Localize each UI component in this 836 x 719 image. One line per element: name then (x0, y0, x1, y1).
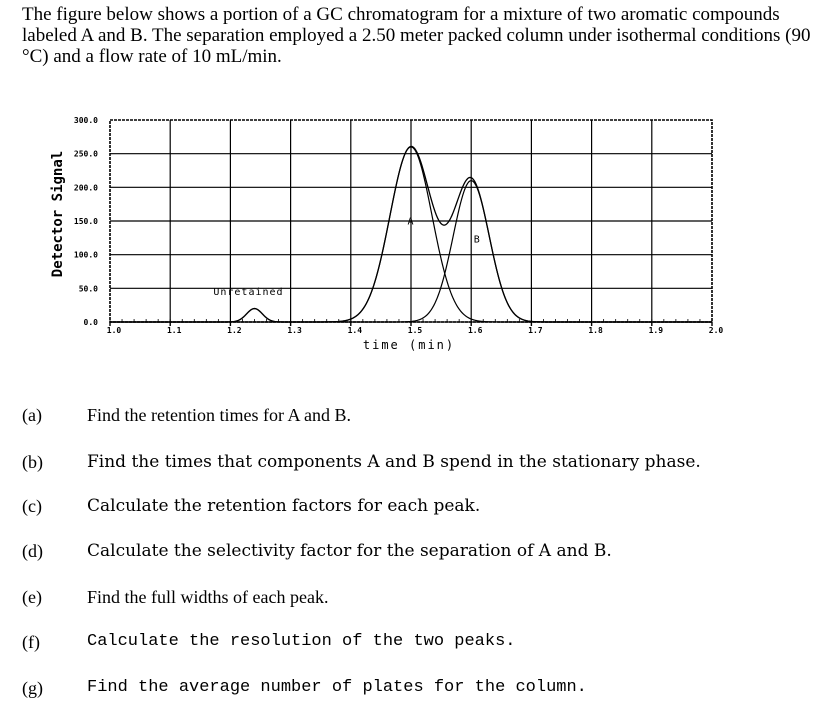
x-tick-label: 1.2 (227, 326, 242, 335)
y-tick-label: 0.0 (83, 318, 98, 327)
question-a (22, 405, 822, 431)
question-label: (b) (22, 452, 43, 472)
chart-ticks (74, 116, 724, 335)
question-text: Calculate the retention factors for each peak. (87, 496, 481, 516)
question-d (22, 541, 822, 567)
problem-intro: The figure below shows a portion of a GC chromatogram for a mixture of two aromatic compounds labeled A and B. The separation employed a 2.50 meter packed column under isothermal conditions (90 °C) and a flow rate of 10 mL/min. (22, 4, 811, 67)
question-text: Calculate the resolution of the two peaks. (87, 632, 516, 651)
x-tick-label: 1.8 (588, 326, 603, 335)
x-tick-label: 1.0 (106, 326, 122, 335)
question-e (22, 587, 822, 613)
x-tick-label: 1.3 (287, 326, 302, 335)
question-label: (g) (22, 678, 43, 698)
question-label: (e) (22, 587, 42, 607)
question-f (22, 632, 822, 658)
y-tick-label: 50.0 (78, 284, 98, 294)
question-label: (d) (22, 541, 43, 561)
annotation-label: A (407, 216, 415, 228)
x-tick-label: 2.0 (708, 326, 724, 335)
question-text: Find the times that components A and B spend in the stationary phase. (87, 452, 701, 472)
y-tick-label: 100.0 (73, 250, 98, 260)
question-text: Calculate the selectivity factor for the separation of A and B. (87, 541, 612, 561)
x-tick-label: 1.7 (528, 326, 543, 335)
x-tick-label: 1.4 (347, 326, 363, 335)
question-label: (a) (22, 405, 42, 425)
question-text: Find the full widths of each peak. (87, 587, 329, 607)
x-tick-label: 1.5 (407, 326, 423, 335)
x-tick-label: 1.6 (467, 326, 483, 335)
y-tick-label: 150.0 (73, 217, 98, 226)
x-tick-label: 1.1 (166, 326, 182, 335)
annotation-label: Unretained (213, 287, 284, 299)
y-axis-label: Detector Signal (50, 150, 66, 278)
question-b (22, 452, 822, 478)
question-text: Find the retention times for A and B. (87, 405, 351, 425)
question-c (22, 496, 822, 522)
y-tick-label: 300.0 (73, 116, 98, 125)
question-label: (f) (22, 632, 40, 652)
x-axis-label: time (min) (362, 338, 456, 352)
annotation-label: B (473, 234, 481, 246)
question-text: Find the average number of plates for the column. (87, 678, 587, 697)
question-g (22, 678, 822, 704)
x-tick-label: 1.9 (648, 326, 664, 335)
y-tick-label: 200.0 (73, 183, 98, 193)
y-tick-label: 250.0 (73, 149, 98, 159)
question-label: (c) (22, 496, 42, 516)
